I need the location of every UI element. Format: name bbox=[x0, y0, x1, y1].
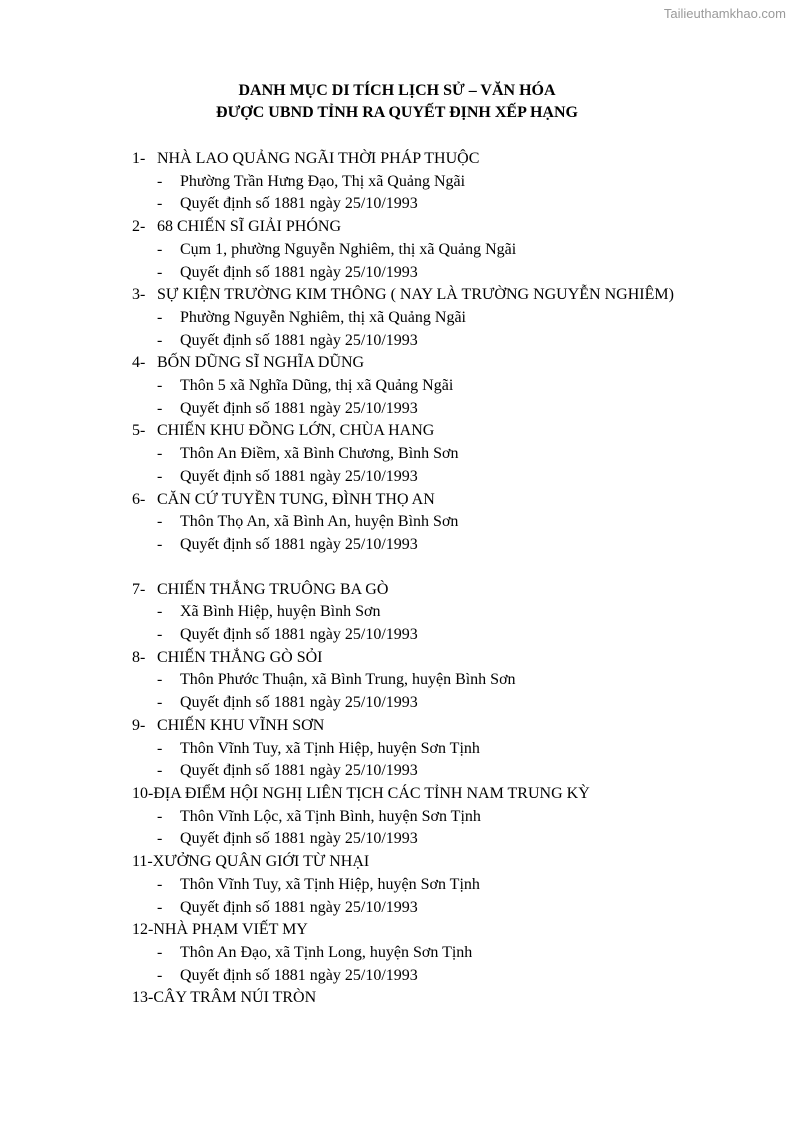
dash-bullet: - bbox=[157, 603, 163, 621]
dash-bullet: - bbox=[157, 195, 163, 213]
watermark: Tailieuthamkhao.com bbox=[663, 6, 786, 21]
list-item bbox=[132, 851, 692, 919]
dash-bullet: - bbox=[157, 331, 163, 349]
item-number: 8- bbox=[132, 648, 146, 666]
item-name: BỐN DŨNG SĨ NGHĨA DŨNG bbox=[157, 354, 365, 372]
dash-bullet: - bbox=[157, 739, 163, 757]
dash-bullet: - bbox=[157, 535, 163, 553]
dash-bullet: - bbox=[157, 513, 163, 531]
dash-bullet: - bbox=[157, 308, 163, 326]
item-name: NHÀ PHẠM VIẾT MY bbox=[153, 921, 308, 939]
list-item bbox=[132, 919, 692, 987]
dash-bullet: - bbox=[157, 240, 163, 258]
list-item bbox=[132, 783, 692, 851]
item-location: Thôn Vĩnh Tuy, xã Tịnh Hiệp, huyện Sơn Tịnh bbox=[180, 739, 480, 757]
dash-bullet: - bbox=[157, 694, 163, 712]
item-name: SỰ KIỆN TRƯỜNG KIM THÔNG ( NAY LÀ TRƯỜNG NGUYỄN NGHIÊM) bbox=[157, 286, 674, 304]
heritage-list bbox=[132, 148, 692, 1010]
dash-bullet: - bbox=[157, 671, 163, 689]
item-name: 68 CHIẾN SĨ GIẢI PHÓNG bbox=[157, 218, 341, 236]
item-name: ĐỊA ĐIỂM HỘI NGHỊ LIÊN TỊCH CÁC TỈNH NAM TRUNG KỲ bbox=[153, 784, 590, 802]
item-decision: Quyết định số 1881 ngày 25/10/1993 bbox=[180, 626, 418, 644]
item-name: CHIẾN KHU ĐỒNG LỚN, CHÙA HANG bbox=[157, 422, 435, 440]
item-name: CHIẾN THẮNG TRUÔNG BA GÒ bbox=[157, 580, 389, 598]
item-name: CÂY TRÂM NÚI TRÒN bbox=[153, 989, 317, 1007]
item-decision: Quyết định số 1881 ngày 25/10/1993 bbox=[180, 263, 418, 281]
item-decision: Quyết định số 1881 ngày 25/10/1993 bbox=[180, 830, 418, 848]
item-decision: Quyết định số 1881 ngày 25/10/1993 bbox=[180, 762, 418, 780]
item-decision: Quyết định số 1881 ngày 25/10/1993 bbox=[180, 898, 418, 916]
item-location: Cụm 1, phường Nguyễn Nghiêm, thị xã Quảng Ngãi bbox=[180, 240, 517, 258]
item-decision: Quyết định số 1881 ngày 25/10/1993 bbox=[180, 399, 418, 417]
list-item bbox=[132, 579, 692, 647]
item-number: 6- bbox=[132, 490, 146, 508]
item-number: 2- bbox=[132, 218, 146, 236]
item-number: 11- bbox=[132, 853, 153, 871]
item-number: 4- bbox=[132, 354, 146, 372]
dash-bullet: - bbox=[157, 399, 163, 417]
list-item bbox=[132, 148, 692, 216]
item-location: Phường Trần Hưng Đạo, Thị xã Quảng Ngãi bbox=[180, 172, 466, 190]
item-decision: Quyết định số 1881 ngày 25/10/1993 bbox=[180, 966, 418, 984]
item-decision: Quyết định số 1881 ngày 25/10/1993 bbox=[180, 195, 418, 213]
dash-bullet: - bbox=[157, 263, 163, 281]
document-title-line1: DANH MỤC DI TÍCH LỊCH SỬ – VĂN HÓA bbox=[238, 82, 556, 99]
item-decision: Quyết định số 1881 ngày 25/10/1993 bbox=[180, 694, 418, 712]
item-name: XƯỞNG QUÂN GIỚI TỪ NHẠI bbox=[152, 853, 370, 871]
item-number: 9- bbox=[132, 716, 146, 734]
item-location: Thôn An Đạo, xã Tịnh Long, huyện Sơn Tịnh bbox=[180, 943, 473, 961]
item-number: 13- bbox=[132, 989, 154, 1007]
item-location: Thôn Phước Thuận, xã Bình Trung, huyện Bình Sơn bbox=[180, 671, 516, 689]
list-item bbox=[132, 489, 692, 557]
dash-bullet: - bbox=[157, 830, 163, 848]
item-decision: Quyết định số 1881 ngày 25/10/1993 bbox=[180, 331, 418, 349]
item-decision: Quyết định số 1881 ngày 25/10/1993 bbox=[180, 467, 418, 485]
dash-bullet: - bbox=[157, 762, 163, 780]
blank-line bbox=[132, 557, 692, 579]
item-number: 12- bbox=[132, 921, 154, 939]
dash-bullet: - bbox=[157, 943, 163, 961]
item-number: 3- bbox=[132, 286, 146, 304]
list-item bbox=[132, 352, 692, 420]
list-item bbox=[132, 987, 692, 1010]
item-location: Thôn Vĩnh Tuy, xã Tịnh Hiệp, huyện Sơn Tịnh bbox=[180, 875, 480, 893]
list-item bbox=[132, 420, 692, 488]
item-number: 7- bbox=[132, 580, 146, 598]
list-item bbox=[132, 647, 692, 715]
item-name: CHIẾN KHU VĨNH SƠN bbox=[157, 716, 325, 734]
item-location: Thôn Thọ An, xã Bình An, huyện Bình Sơn bbox=[180, 513, 459, 531]
item-location: Phường Nguyễn Nghiêm, thị xã Quảng Ngãi bbox=[180, 308, 466, 326]
item-location: Thôn An Điềm, xã Bình Chương, Bình Sơn bbox=[180, 445, 459, 463]
dash-bullet: - bbox=[157, 875, 163, 893]
list-item bbox=[132, 284, 692, 352]
list-item bbox=[132, 715, 692, 783]
item-location: Thôn 5 xã Nghĩa Dũng, thị xã Quảng Ngãi bbox=[180, 377, 454, 395]
dash-bullet: - bbox=[157, 807, 163, 825]
item-name: NHÀ LAO QUẢNG NGÃI THỜI PHÁP THUỘC bbox=[157, 150, 480, 167]
item-location: Xã Bình Hiệp, huyện Bình Sơn bbox=[180, 603, 381, 621]
item-name: CHIẾN THẮNG GÒ SỎI bbox=[157, 648, 323, 666]
dash-bullet: - bbox=[157, 445, 163, 463]
item-location: Thôn Vĩnh Lộc, xã Tịnh Bình, huyện Sơn Tịnh bbox=[180, 807, 481, 825]
item-number: 10- bbox=[132, 784, 154, 802]
dash-bullet: - bbox=[157, 467, 163, 485]
list-item bbox=[132, 216, 692, 284]
item-number: 1- bbox=[132, 150, 146, 167]
item-name: CĂN CỨ TUYỀN TUNG, ĐÌNH THỌ AN bbox=[157, 490, 435, 508]
dash-bullet: - bbox=[157, 172, 163, 190]
dash-bullet: - bbox=[157, 377, 163, 395]
dash-bullet: - bbox=[157, 626, 163, 644]
item-decision: Quyết định số 1881 ngày 25/10/1993 bbox=[180, 535, 418, 553]
dash-bullet: - bbox=[157, 966, 163, 984]
item-number: 5- bbox=[132, 422, 146, 440]
document-title-line2: ĐƯỢC UBND TỈNH RA QUYẾT ĐỊNH XẾP HẠNG bbox=[216, 104, 578, 121]
dash-bullet: - bbox=[157, 898, 163, 916]
